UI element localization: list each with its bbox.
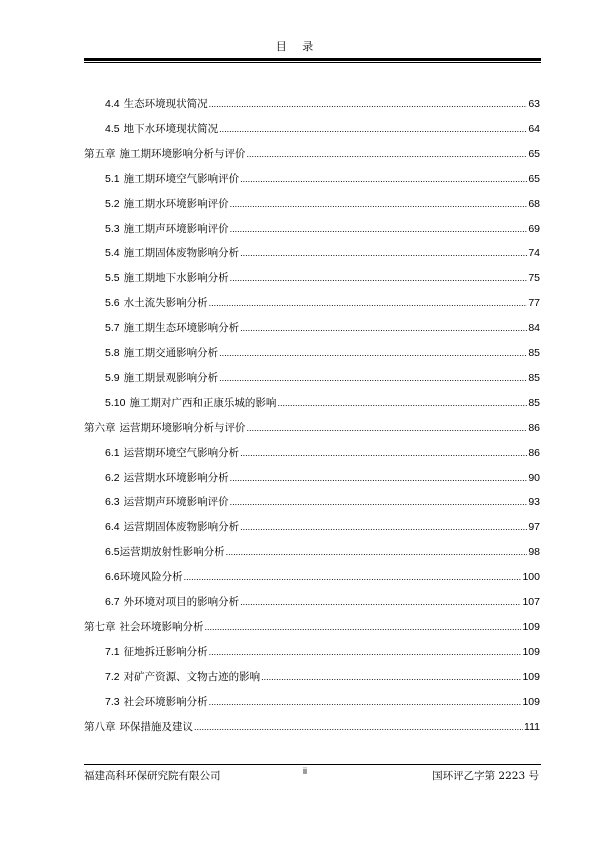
toc-leader-dots xyxy=(230,224,528,234)
toc-section-entry[interactable] xyxy=(105,96,540,112)
toc-entry-page: 77 xyxy=(528,297,540,310)
toc-section-entry[interactable] xyxy=(105,644,540,660)
toc-section-entry[interactable] xyxy=(105,544,540,560)
toc-entry-page: 109 xyxy=(522,645,540,658)
toc-entry-page: 86 xyxy=(528,446,540,459)
header-divider xyxy=(84,58,541,61)
toc-entry-page: 65 xyxy=(528,147,540,160)
toc-entry-title: 施工期声环境影响评价 xyxy=(123,222,229,235)
toc-entry-title: 施工期生态环境影响分析 xyxy=(123,322,240,335)
toc-entry-page: 100 xyxy=(522,571,540,584)
toc-entry-title: 施工期对广西和正康乐城的影响 xyxy=(129,396,277,409)
toc-entry-title: 水土流失影响分析 xyxy=(123,297,208,310)
toc-section-entry[interactable] xyxy=(105,494,540,510)
toc-entry-number: 4.5 xyxy=(105,122,120,135)
toc-entry-page: 109 xyxy=(522,670,540,683)
toc-entry-title: 施工期景观影响分析 xyxy=(123,371,219,384)
toc-entry-number: 7.1 xyxy=(105,645,120,658)
toc-entry-title: 施工期环境空气影响评价 xyxy=(123,172,240,185)
toc-entry-page: 84 xyxy=(528,322,540,335)
toc-leader-dots xyxy=(240,174,527,184)
toc-leader-dots xyxy=(247,423,528,433)
toc-leader-dots xyxy=(240,323,527,333)
toc-entry-page: 63 xyxy=(528,98,540,110)
toc-entry-number: 6.2 xyxy=(105,471,120,484)
toc-entry-number: 5.1 xyxy=(105,172,120,185)
toc-section-entry[interactable] xyxy=(105,221,540,237)
footer-organization: 福建高科环保研究院有限公司 xyxy=(84,770,221,782)
toc-entry-number: 5.7 xyxy=(105,322,120,335)
toc-section-entry[interactable] xyxy=(105,245,540,261)
toc-entry-number: 5.4 xyxy=(105,247,120,260)
toc-leader-dots xyxy=(226,547,528,557)
header-divider-thin xyxy=(84,62,541,63)
toc-leader-dots xyxy=(240,522,527,532)
toc-entry-title: 生态环境现状简况 xyxy=(123,98,208,110)
toc-entry-page: 64 xyxy=(528,122,540,135)
toc-entry-page: 98 xyxy=(528,546,540,559)
toc-entry-title: 征地拆迁影响分析 xyxy=(123,645,208,658)
toc-section-entry[interactable] xyxy=(105,470,540,486)
toc-leader-dots xyxy=(230,497,528,507)
toc-entry-number: 5.8 xyxy=(105,347,120,359)
toc-section-entry[interactable] xyxy=(105,694,540,710)
toc-entry-title: 地下水环境现状简况 xyxy=(123,122,219,135)
toc-entry-number: 7.2 xyxy=(105,670,120,683)
toc-section-entry[interactable] xyxy=(105,196,540,212)
toc-entry-page: 85 xyxy=(528,396,540,409)
toc-entry-page: 75 xyxy=(528,272,540,285)
toc-leader-dots xyxy=(184,572,522,582)
toc-entry-title: 社会环境影响分析 xyxy=(119,620,204,633)
page-title: 目 录 xyxy=(275,40,320,53)
toc-entry-page: 97 xyxy=(528,521,540,534)
toc-entry-number: 5.9 xyxy=(105,371,120,384)
toc-section-entry[interactable] xyxy=(105,320,540,336)
toc-leader-dots xyxy=(240,248,527,258)
toc-entry-title: 施工期环境影响分析与评价 xyxy=(119,147,246,160)
toc-leader-dots xyxy=(205,622,522,632)
toc-leader-dots xyxy=(209,99,528,109)
toc-entry-title: 外环境对项目的影响分析 xyxy=(123,596,240,608)
toc-leader-dots xyxy=(194,722,523,732)
toc-entry-page: 86 xyxy=(528,421,540,434)
toc-chapter-entry[interactable] xyxy=(84,619,540,635)
toc-leader-dots xyxy=(277,398,527,408)
toc-leader-dots xyxy=(209,647,522,657)
toc-entry-title: 施工期交通影响分析 xyxy=(123,347,219,359)
toc-entry-page: 109 xyxy=(522,620,540,633)
toc-leader-dots xyxy=(219,124,527,134)
toc-leader-dots xyxy=(230,199,528,209)
toc-entry-title: 社会环境影响分析 xyxy=(123,695,208,708)
toc-entry-title: 施工期地下水影响分析 xyxy=(123,272,229,285)
toc-entry-title: 环保措施及建议 xyxy=(119,720,193,733)
toc-entry-number: 6.7 xyxy=(105,596,120,608)
toc-entry-title: 施工期水环境影响评价 xyxy=(123,197,229,210)
toc-entry-number: 5.2 xyxy=(105,197,120,210)
toc-entry-number: 第五章 xyxy=(84,147,116,160)
toc-section-entry[interactable] xyxy=(105,295,540,311)
toc-leader-dots xyxy=(247,149,528,159)
toc-leader-dots xyxy=(240,448,527,458)
toc-entry-number: 5.6 xyxy=(105,297,120,310)
toc-leader-dots xyxy=(219,348,527,358)
toc-section-entry[interactable] xyxy=(105,370,540,386)
toc-entry-page: 69 xyxy=(528,222,540,235)
toc-entry-number: 第八章 xyxy=(84,720,116,733)
toc-entry-title: 运营期声环境影响评价 xyxy=(123,496,229,509)
toc-entry-number: 5.5 xyxy=(105,272,120,285)
toc-section-entry[interactable] xyxy=(105,345,540,361)
toc-entry-number: 7.3 xyxy=(105,695,120,708)
toc-entry-title: 运营期环境空气影响分析 xyxy=(123,446,240,459)
toc-leader-dots xyxy=(230,273,528,283)
toc-entry-title: 施工期固体废物影响分析 xyxy=(123,247,240,260)
toc-entry-number: 4.4 xyxy=(105,98,120,110)
toc-entry-page: 109 xyxy=(522,695,540,708)
toc-entry-number: 5.3 xyxy=(105,222,120,235)
footer-license-number: 国环评乙字第 2223 号 xyxy=(432,770,539,782)
toc-chapter-entry[interactable] xyxy=(84,719,540,735)
footer-divider xyxy=(84,764,541,765)
toc-leader-dots xyxy=(240,597,521,607)
footer-page-number: ii xyxy=(303,766,307,776)
toc-section-entry[interactable] xyxy=(105,171,540,187)
toc-entry-page: 85 xyxy=(528,371,540,384)
toc-entry-page: 74 xyxy=(528,247,540,260)
toc-leader-dots xyxy=(219,373,527,383)
toc-section-entry[interactable] xyxy=(105,395,540,411)
toc-section-entry[interactable] xyxy=(105,594,540,610)
toc-entry-number: 第七章 xyxy=(84,620,116,633)
toc-entry-page: 65 xyxy=(528,172,540,185)
toc-chapter-entry[interactable] xyxy=(84,146,540,162)
toc-entry-title: 环境风险分析 xyxy=(119,571,183,584)
toc-entry-page: 90 xyxy=(528,471,540,484)
toc-entry-number: 6.1 xyxy=(105,446,120,459)
toc-section-entry[interactable] xyxy=(105,569,540,585)
toc-chapter-entry[interactable] xyxy=(84,420,540,436)
toc-entry-title: 运营期固体废物影响分析 xyxy=(123,521,240,534)
toc-entry-title: 运营期水环境影响分析 xyxy=(123,471,229,484)
toc-entry-title: 运营期放射性影响分析 xyxy=(119,546,225,559)
toc-entry-number: 第六章 xyxy=(84,421,116,434)
toc-entry-number: 6.5 xyxy=(105,546,120,559)
toc-entry-title: 运营期环境影响分析与评价 xyxy=(119,421,246,434)
toc-entry-number: 6.4 xyxy=(105,521,120,534)
toc-entry-page: 111 xyxy=(524,720,540,733)
toc-entry-page: 68 xyxy=(528,197,540,210)
toc-section-entry[interactable] xyxy=(105,445,540,461)
toc-entry-title: 对矿产资源、文物古迹的影响 xyxy=(123,670,261,683)
toc-entry-number: 6.3 xyxy=(105,496,120,509)
toc-section-entry[interactable] xyxy=(105,519,540,535)
toc-section-entry[interactable] xyxy=(105,669,540,685)
toc-leader-dots xyxy=(261,672,521,682)
toc-section-entry[interactable] xyxy=(105,121,540,137)
toc-section-entry[interactable] xyxy=(105,270,540,286)
toc-entry-number: 6.6 xyxy=(105,571,120,584)
toc-entry-number: 5.10 xyxy=(105,396,126,409)
toc-leader-dots xyxy=(209,298,528,308)
toc-entry-page: 107 xyxy=(522,596,540,608)
toc-leader-dots xyxy=(230,473,528,483)
toc-entry-page: 93 xyxy=(528,496,540,509)
toc-entry-page: 85 xyxy=(528,347,540,359)
toc-leader-dots xyxy=(209,697,522,707)
